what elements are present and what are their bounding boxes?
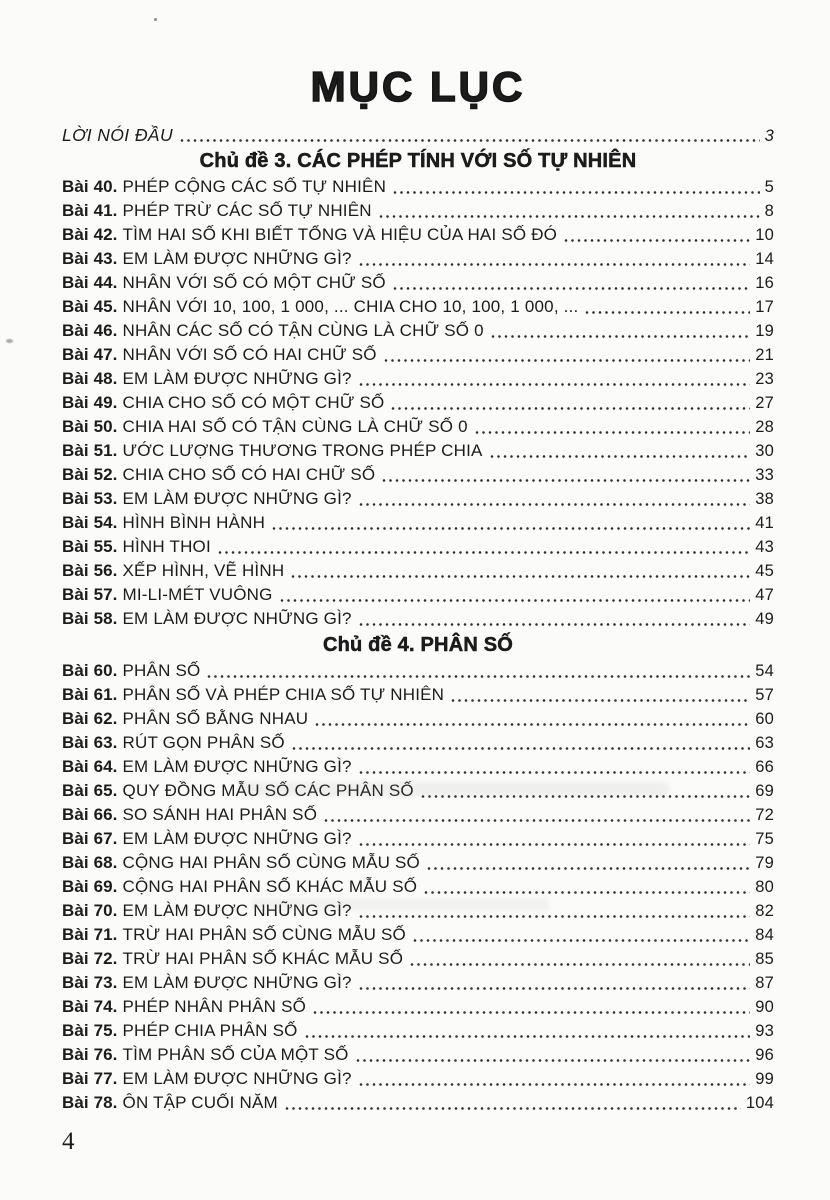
entry-page-number: 47 <box>755 586 774 604</box>
dot-leader <box>424 890 750 895</box>
entry-title: CHIA HAI SỐ CÓ TẬN CÙNG LÀ CHỮ SỐ 0 <box>122 417 468 436</box>
toc-section <box>62 631 774 1115</box>
entry-label: Bài 48. <box>62 369 118 388</box>
entry-title: RÚT GỌN PHÂN SỐ <box>122 733 285 752</box>
entry-page-number: 30 <box>755 442 774 460</box>
toc-entry <box>62 319 774 343</box>
entry-page-number: 93 <box>755 1022 774 1040</box>
toc-entry <box>62 367 774 391</box>
entry-page-number: 80 <box>755 878 774 896</box>
entry-label: Bài 42. <box>62 225 118 244</box>
entry-title: QUY ĐỒNG MẪU SỐ CÁC PHÂN SỐ <box>122 781 414 800</box>
bleed-through-smudge <box>250 898 550 911</box>
dot-leader <box>391 406 750 411</box>
entry-title: EM LÀM ĐƯỢC NHỮNG GÌ? <box>122 609 352 628</box>
entry-page-number: 85 <box>755 950 774 968</box>
toc-entry <box>62 511 774 535</box>
page-title: MỤC LỤC <box>310 63 526 110</box>
dot-leader <box>359 770 751 775</box>
entry-title: EM LÀM ĐƯỢC NHỮNG GÌ? <box>122 829 352 848</box>
dot-leader <box>359 382 751 387</box>
toc-entry <box>62 683 774 707</box>
section-entries <box>62 659 774 1115</box>
section-heading: Chủ đề 4. PHÂN SỐ <box>322 634 514 656</box>
entry-label: Bài 68. <box>62 853 118 872</box>
toc-entry <box>62 463 774 487</box>
toc-entry <box>62 487 774 511</box>
entry-label: Bài 54. <box>62 513 118 532</box>
entry-page-number: 33 <box>755 466 774 484</box>
entry-page-number: 8 <box>764 202 774 220</box>
entry-title: TÌM PHÂN SỐ CỦA MỘT SỐ <box>122 1045 349 1064</box>
entry-title: NHÂN VỚI SỐ CÓ HAI CHỮ SỐ <box>122 345 377 364</box>
toc-entry <box>62 175 774 199</box>
entry-label: Bài 70. <box>62 901 118 920</box>
dot-leader <box>393 190 760 195</box>
entry-title: NHÂN CÁC SỐ CÓ TẬN CÙNG LÀ CHỮ SỐ 0 <box>122 321 484 340</box>
dot-leader <box>585 310 750 315</box>
entry-label: Bài 53. <box>62 489 118 508</box>
dot-leader <box>291 574 750 579</box>
toc-section <box>62 147 774 631</box>
toc-entry <box>62 343 774 367</box>
entry-label: Bài 50. <box>62 417 118 436</box>
entry-page-number: 99 <box>755 1070 774 1088</box>
entry-title: EM LÀM ĐƯỢC NHỮNG GÌ? <box>122 901 352 920</box>
entry-title: PHÂN SỐ BẰNG NHAU <box>122 709 309 728</box>
preface-entry <box>62 123 774 147</box>
entry-page-number: 21 <box>755 346 774 364</box>
toc-entry <box>62 947 774 971</box>
entry-page-number: 69 <box>755 782 774 800</box>
entry-title: EM LÀM ĐƯỢC NHỮNG GÌ? <box>122 369 352 388</box>
entry-label: Bài 64. <box>62 757 118 776</box>
toc-entry <box>62 391 774 415</box>
entry-label: Bài 57. <box>62 585 118 604</box>
entry-label: Bài 73. <box>62 973 118 992</box>
dot-leader <box>315 722 750 727</box>
entry-title: EM LÀM ĐƯỢC NHỮNG GÌ? <box>122 1069 352 1088</box>
entry-page-number: 19 <box>755 322 774 340</box>
toc-entry <box>62 1067 774 1091</box>
entry-title: TRỪ HAI PHÂN SỐ KHÁC MẪU SỐ <box>122 949 404 968</box>
toc-entry <box>62 1043 774 1067</box>
dot-leader <box>359 1082 751 1087</box>
dot-leader <box>359 986 751 991</box>
dot-leader <box>491 334 750 339</box>
entry-label: Bài 46. <box>62 321 118 340</box>
toc-entry <box>62 971 774 995</box>
entry-page-number: 49 <box>755 610 774 628</box>
entry-label: Bài 49. <box>62 393 118 412</box>
dot-leader <box>427 866 750 871</box>
entry-title: HÌNH BÌNH HÀNH <box>122 513 266 532</box>
entry-page-number: 72 <box>755 806 774 824</box>
toc-entry <box>62 247 774 271</box>
toc-sections <box>62 147 774 1115</box>
entry-page-number: 28 <box>755 418 774 436</box>
entry-label: Bài 61. <box>62 685 118 704</box>
entry-label: Bài 71. <box>62 925 118 944</box>
entry-page-number: 57 <box>755 686 774 704</box>
section-entries <box>62 175 774 631</box>
entry-label: Bài 58. <box>62 609 118 628</box>
entry-label: Bài 72. <box>62 949 118 968</box>
entry-label: Bài 66. <box>62 805 118 824</box>
entry-page-number: 79 <box>755 854 774 872</box>
toc-entry <box>62 827 774 851</box>
section-heading: Chủ đề 3. CÁC PHÉP TÍNH VỚI SỐ TỰ NHIÊN <box>199 150 637 172</box>
entry-page-number: 14 <box>755 250 774 268</box>
dot-leader <box>218 550 750 555</box>
entry-page-number: 38 <box>755 490 774 508</box>
entry-page-number: 63 <box>755 734 774 752</box>
entry-label: Bài 41. <box>62 201 118 220</box>
toc-entry <box>62 535 774 559</box>
dot-leader <box>207 674 750 679</box>
entry-label: Bài 63. <box>62 733 118 752</box>
toc-entry <box>62 271 774 295</box>
entry-label: Bài 52. <box>62 465 118 484</box>
toc-entry <box>62 1019 774 1043</box>
entry-page-number: 5 <box>764 178 774 196</box>
entry-title: CỘNG HAI PHÂN SỐ KHÁC MẪU SỐ <box>122 877 418 896</box>
entry-title: EM LÀM ĐƯỢC NHỮNG GÌ? <box>122 489 352 508</box>
entry-title: EM LÀM ĐƯỢC NHỮNG GÌ? <box>122 973 352 992</box>
entry-label: Bài 45. <box>62 297 118 316</box>
toc-entry <box>62 659 774 683</box>
entry-label: Bài 43. <box>62 249 118 268</box>
preface-page-number: 3 <box>764 127 774 145</box>
dot-leader <box>382 478 750 483</box>
entry-page-number: 16 <box>755 274 774 292</box>
entry-page-number: 27 <box>755 394 774 412</box>
toc-entry <box>62 199 774 223</box>
entry-title: PHÉP CỘNG CÁC SỐ TỰ NHIÊN <box>122 177 387 196</box>
entry-label: Bài 65. <box>62 781 118 800</box>
toc-entry <box>62 875 774 899</box>
dot-leader <box>475 430 751 435</box>
entry-label: Bài 78. <box>62 1093 118 1112</box>
entry-title: NHÂN VỚI SỐ CÓ MỘT CHỮ SỐ <box>122 273 386 292</box>
entry-title: PHÂN SỐ VÀ PHÉP CHIA SỐ TỰ NHIÊN <box>122 685 445 704</box>
entry-page-number: 43 <box>755 538 774 556</box>
dot-leader <box>313 1010 750 1015</box>
dot-leader <box>359 502 751 507</box>
entry-title: SO SÁNH HAI PHÂN SỐ <box>122 805 318 824</box>
toc-entry <box>62 851 774 875</box>
toc-entry <box>62 295 774 319</box>
entry-page-number: 104 <box>745 1094 774 1112</box>
preface-label: LỜI NÓI ĐẦU <box>62 125 173 145</box>
toc-entry <box>62 995 774 1019</box>
entry-page-number: 23 <box>755 370 774 388</box>
entry-title: ƯỚC LƯỢNG THƯƠNG TRONG PHÉP CHIA <box>122 441 483 460</box>
scan-speck <box>6 339 13 343</box>
entry-title: CHIA CHO SỐ CÓ MỘT CHỮ SỐ <box>122 393 385 412</box>
entry-label: Bài 62. <box>62 709 118 728</box>
dot-leader <box>292 746 750 751</box>
toc-entry <box>62 415 774 439</box>
entry-label: Bài 77. <box>62 1069 118 1088</box>
dot-leader <box>272 526 750 531</box>
entry-title: PHÉP NHÂN PHÂN SỐ <box>122 997 307 1016</box>
entry-title: MI-LI-MÉT VUÔNG <box>122 585 273 604</box>
entry-page-number: 45 <box>755 562 774 580</box>
entry-label: Bài 47. <box>62 345 118 364</box>
entry-label: Bài 55. <box>62 537 118 556</box>
toc-entry <box>62 583 774 607</box>
entry-page-number: 60 <box>755 710 774 728</box>
entry-title: PHÂN SỐ <box>122 661 201 680</box>
entry-label: Bài 40. <box>62 177 118 196</box>
entry-label: Bài 56. <box>62 561 118 580</box>
entry-title: EM LÀM ĐƯỢC NHỮNG GÌ? <box>122 249 352 268</box>
toc-entry <box>62 1091 774 1115</box>
toc-entry <box>62 755 774 779</box>
entry-page-number: 82 <box>755 902 774 920</box>
dot-leader <box>564 238 750 243</box>
toc-entry <box>62 439 774 463</box>
dot-leader <box>180 138 760 143</box>
entry-page-number: 75 <box>755 830 774 848</box>
dot-leader <box>356 1058 751 1063</box>
toc-entry <box>62 803 774 827</box>
entry-label: Bài 44. <box>62 273 118 292</box>
toc-entry <box>62 223 774 247</box>
dot-leader <box>305 1034 751 1039</box>
entry-label: Bài 69. <box>62 877 118 896</box>
folio-page-number: 4 <box>62 1128 75 1155</box>
entry-title: PHÉP TRỪ CÁC SỐ TỰ NHIÊN <box>122 201 372 220</box>
entry-label: Bài 67. <box>62 829 118 848</box>
dot-leader <box>451 698 750 703</box>
bleed-through-smudge <box>240 782 670 796</box>
dot-leader <box>379 214 760 219</box>
entry-title: TÌM HAI SỐ KHI BIẾT TỔNG VÀ HIỆU CỦA HAI SỐ ĐÓ <box>122 225 558 244</box>
entry-page-number: 66 <box>755 758 774 776</box>
entry-page-number: 41 <box>755 514 774 532</box>
entry-title: CỘNG HAI PHÂN SỐ CÙNG MẪU SỐ <box>122 853 420 872</box>
scan-speck <box>154 18 157 21</box>
dot-leader <box>324 818 750 823</box>
entry-title: TRỪ HAI PHÂN SỐ CÙNG MẪU SỐ <box>122 925 406 944</box>
dot-leader <box>359 914 751 919</box>
dot-leader <box>384 358 751 363</box>
entry-label: Bài 51. <box>62 441 118 460</box>
entry-label: Bài 60. <box>62 661 118 680</box>
entry-label: Bài 75. <box>62 1021 118 1040</box>
entry-label: Bài 76. <box>62 1045 118 1064</box>
dot-leader <box>359 622 751 627</box>
toc-entry <box>62 707 774 731</box>
entry-page-number: 90 <box>755 998 774 1016</box>
dot-leader <box>280 598 751 603</box>
dot-leader <box>359 262 751 267</box>
dot-leader <box>359 842 751 847</box>
entry-title: PHÉP CHIA PHÂN SỐ <box>122 1021 298 1040</box>
entry-label: Bài 74. <box>62 997 118 1016</box>
entry-title: XẾP HÌNH, VẼ HÌNH <box>122 561 285 580</box>
entry-title: NHÂN VỚI 10, 100, 1 000, ... CHIA CHO 10, 100, 1 000, ... <box>122 297 579 316</box>
entry-page-number: 87 <box>755 974 774 992</box>
entry-page-number: 54 <box>755 662 774 680</box>
entry-page-number: 10 <box>755 226 774 244</box>
dot-leader <box>413 938 750 943</box>
entry-title: EM LÀM ĐƯỢC NHỮNG GÌ? <box>122 757 352 776</box>
entry-title: HÌNH THOI <box>122 537 211 556</box>
toc-entry <box>62 731 774 755</box>
dot-leader <box>285 1106 741 1111</box>
toc-entry <box>62 923 774 947</box>
entry-page-number: 96 <box>755 1046 774 1064</box>
entry-title: CHIA CHO SỐ CÓ HAI CHỮ SỐ <box>122 465 376 484</box>
entry-page-number: 17 <box>755 298 774 316</box>
entry-page-number: 84 <box>755 926 774 944</box>
dot-leader <box>410 962 750 967</box>
toc-entry <box>62 607 774 631</box>
toc-entry <box>62 559 774 583</box>
dot-leader <box>490 454 751 459</box>
dot-leader <box>393 286 750 291</box>
entry-title: ÔN TẬP CUỐI NĂM <box>122 1093 278 1112</box>
